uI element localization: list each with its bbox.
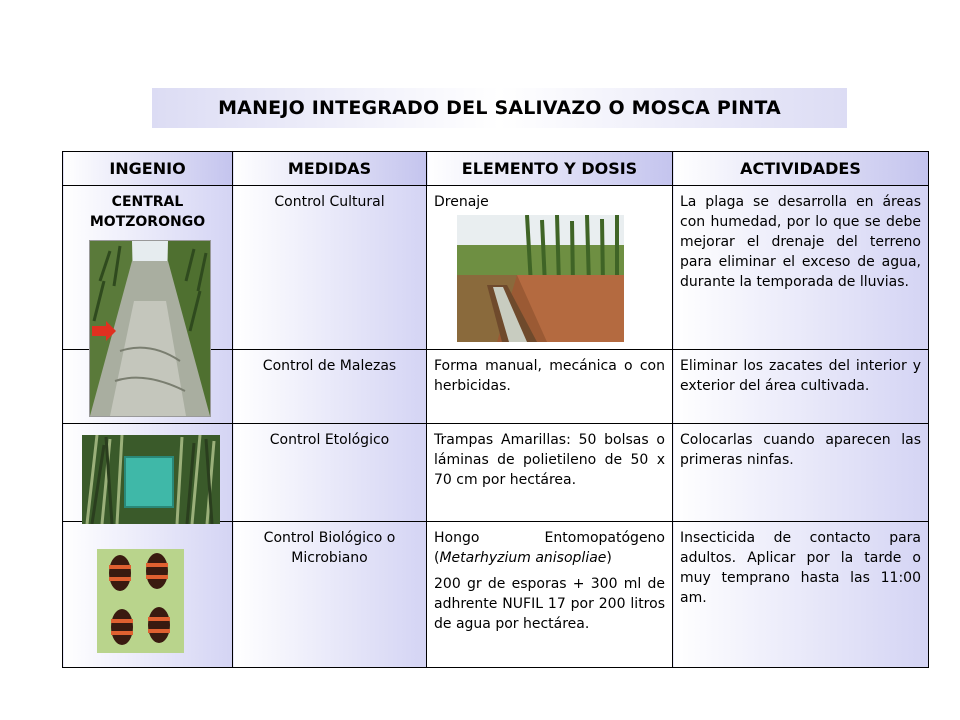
spittlebug-photo bbox=[97, 549, 184, 653]
medida-malezas: Control de Malezas bbox=[262, 358, 397, 374]
yellow-trap-photo bbox=[82, 435, 220, 524]
cane-road-photo bbox=[89, 240, 211, 417]
title-banner bbox=[152, 88, 847, 128]
actividad-etologico: Colocarlas cuando aparecen las primeras ninfas. bbox=[680, 432, 921, 468]
elemento-trampas: Trampas Amarillas: 50 bolsas o láminas de polietileno de 50 x 70 cm por hectárea. bbox=[434, 432, 665, 488]
actividad-malezas: Eliminar los zacates del interior y exterior del área cultivada. bbox=[680, 358, 921, 394]
header-ingenio: INGENIO bbox=[63, 152, 233, 186]
actividad-cultural: La plaga se desarrolla en áreas con humedad, por lo que se debe mejorar el drenaje del terreno para eliminar el exceso de agua, durante la temporada de lluvias. bbox=[680, 194, 921, 290]
table-header-row bbox=[63, 152, 929, 186]
medida-cultural: Control Cultural bbox=[274, 194, 385, 210]
header-medidas: MEDIDAS bbox=[233, 152, 427, 186]
page-title: MANEJO INTEGRADO DEL SALIVAZO O MOSCA PINTA bbox=[218, 97, 781, 119]
elemento-malezas: Forma manual, mecánica o con herbicidas. bbox=[434, 358, 665, 394]
header-actividades: ACTIVIDADES bbox=[673, 152, 929, 186]
table-row bbox=[63, 522, 929, 668]
actividad-biologico: Insecticida de contacto para adultos. Aplicar por la tarde o muy temprano hasta las 11:00 am. bbox=[680, 530, 921, 606]
elemento-drenaje: Drenaje bbox=[434, 194, 489, 210]
drainage-ditch-photo bbox=[457, 215, 624, 342]
medida-etologico: Control Etológico bbox=[269, 432, 390, 448]
header-elemento: ELEMENTO Y DOSIS bbox=[427, 152, 673, 186]
elemento-hongo bbox=[427, 522, 672, 638]
ingenio-name: CENTRAL MOTZORONGO bbox=[89, 194, 206, 230]
elemento-dosis: 200 gr de esporas + 300 ml de adhrente NUFIL 17 por 200 litros de agua por hectárea. bbox=[434, 576, 665, 632]
medida-biologico: Control Biológico o Microbiano bbox=[263, 530, 396, 566]
elemento-hongo-name: Hongo Entomopatógeno (Metarhyzium anisopliae) bbox=[434, 530, 665, 566]
